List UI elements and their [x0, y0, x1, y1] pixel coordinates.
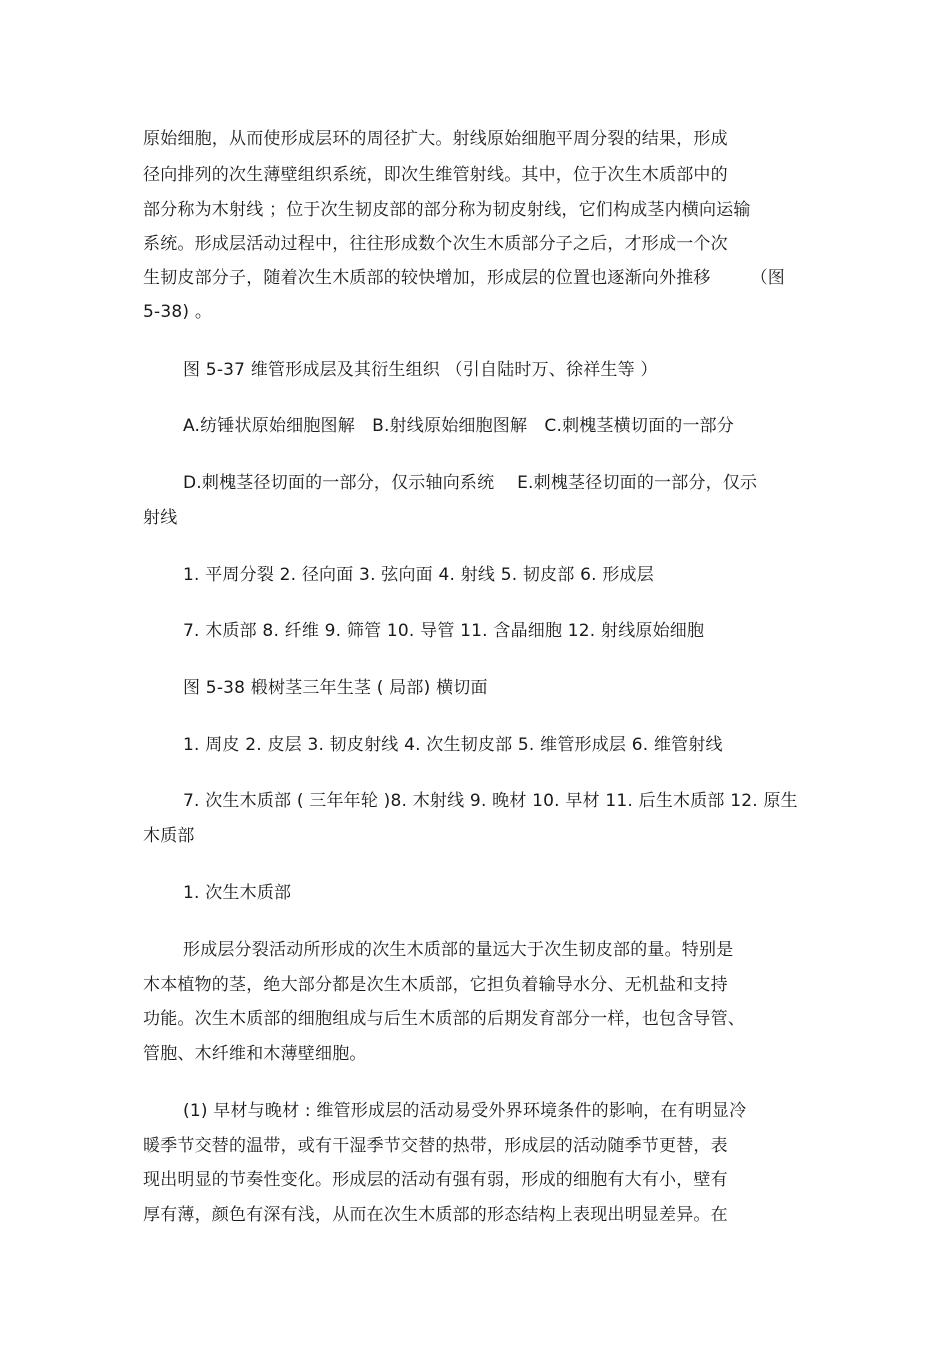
paragraph3-line: 暖季节交替的温带，或有干湿季节交替的热带，形成层的活动随季节更替，表 [143, 1136, 728, 1156]
figure-5-38-labels-1: 1. 周皮 2. 皮层 3. 韧皮射线 4. 次生韧皮部 5. 维管形成层 6. 维管射线 [183, 735, 723, 755]
paragraph3-line: 现出明显的节奏性变化。形成层的活动有强有弱，形成的细胞有大有小，壁有 [143, 1170, 728, 1190]
paragraph1-line: 系统。形成层活动过程中，往往形成数个次生木质部分子之后，才形成一个次 [143, 234, 728, 254]
paragraph3-line: (1) 早材与晚材 : 维管形成层的活动易受外界环境条件的影响，在有明显冷 [183, 1101, 747, 1121]
paragraph1-line: 5-38) 。 [143, 302, 213, 322]
paragraph1-line: 径向排列的次生薄壁组织系统，即次生维管射线。其中，位于次生木质部中的 [143, 165, 728, 185]
paragraph3-line: 厚有薄，颜色有深有浅，从而在次生木质部的形态结构上表现出明显差异。在 [143, 1205, 728, 1225]
figure-5-37-labels-2: 7. 木质部 8. 纤维 9. 筛管 10. 导管 11. 含晶细胞 12. 射线原始细胞 [183, 621, 705, 641]
figure-5-37-title: 图 5-37 维管形成层及其衍生组织 （引自陆时万、徐祥生等 ） [183, 360, 658, 380]
paragraph2-line: 木本植物的茎，绝大部分都是次生木质部，它担负着输导水分、无机盐和支持 [143, 975, 728, 995]
paragraph2-line: 管胞、木纤维和木薄壁细胞。 [143, 1044, 367, 1064]
paragraph1-line: 部分称为木射线 ；位于次生韧皮部的部分称为韧皮射线，它们构成茎内横向运输 [143, 200, 751, 220]
figure-5-38-labels-2-cont: 木质部 [143, 826, 195, 846]
figure-5-37-captions-de-cont: 射线 [143, 508, 178, 528]
section-heading: 1. 次生木质部 [183, 883, 292, 903]
figure-5-38-labels-2: 7. 次生木质部 ( 三年年轮 )8. 木射线 9. 晚材 10. 早材 11. 后生木质部 12. 原生 [183, 791, 798, 811]
figure-5-37-labels-1: 1. 平周分裂 2. 径向面 3. 弦向面 4. 射线 5. 韧皮部 6. 形成层 [183, 565, 654, 585]
figure-5-37-captions-abc: A.纺锤状原始细胞图解 B.射线原始细胞图解 C.刺槐茎横切面的一部分 [183, 416, 735, 436]
paragraph2-line: 形成层分裂活动所形成的次生木质部的量远大于次生韧皮部的量。特别是 [183, 940, 734, 960]
figure-5-38-title: 图 5-38 椴树茎三年生茎 ( 局部) 横切面 [183, 678, 488, 698]
figure-5-37-captions-de: D.刺槐茎径切面的一部分，仅示轴向系统 E.刺槐茎径切面的一部分，仅示 [183, 473, 758, 493]
paragraph1-line: 生韧皮部分子，随着次生木质部的较快增加，形成层的位置也逐渐向外推移 （图 [143, 268, 786, 288]
paragraph1-line: 原始细胞，从而使形成层环的周径扩大。射线原始细胞平周分裂的结果，形成 [143, 129, 728, 149]
paragraph2-line: 功能。次生木质部的细胞组成与后生木质部的后期发育部分一样，也包含导管、 [143, 1009, 745, 1029]
